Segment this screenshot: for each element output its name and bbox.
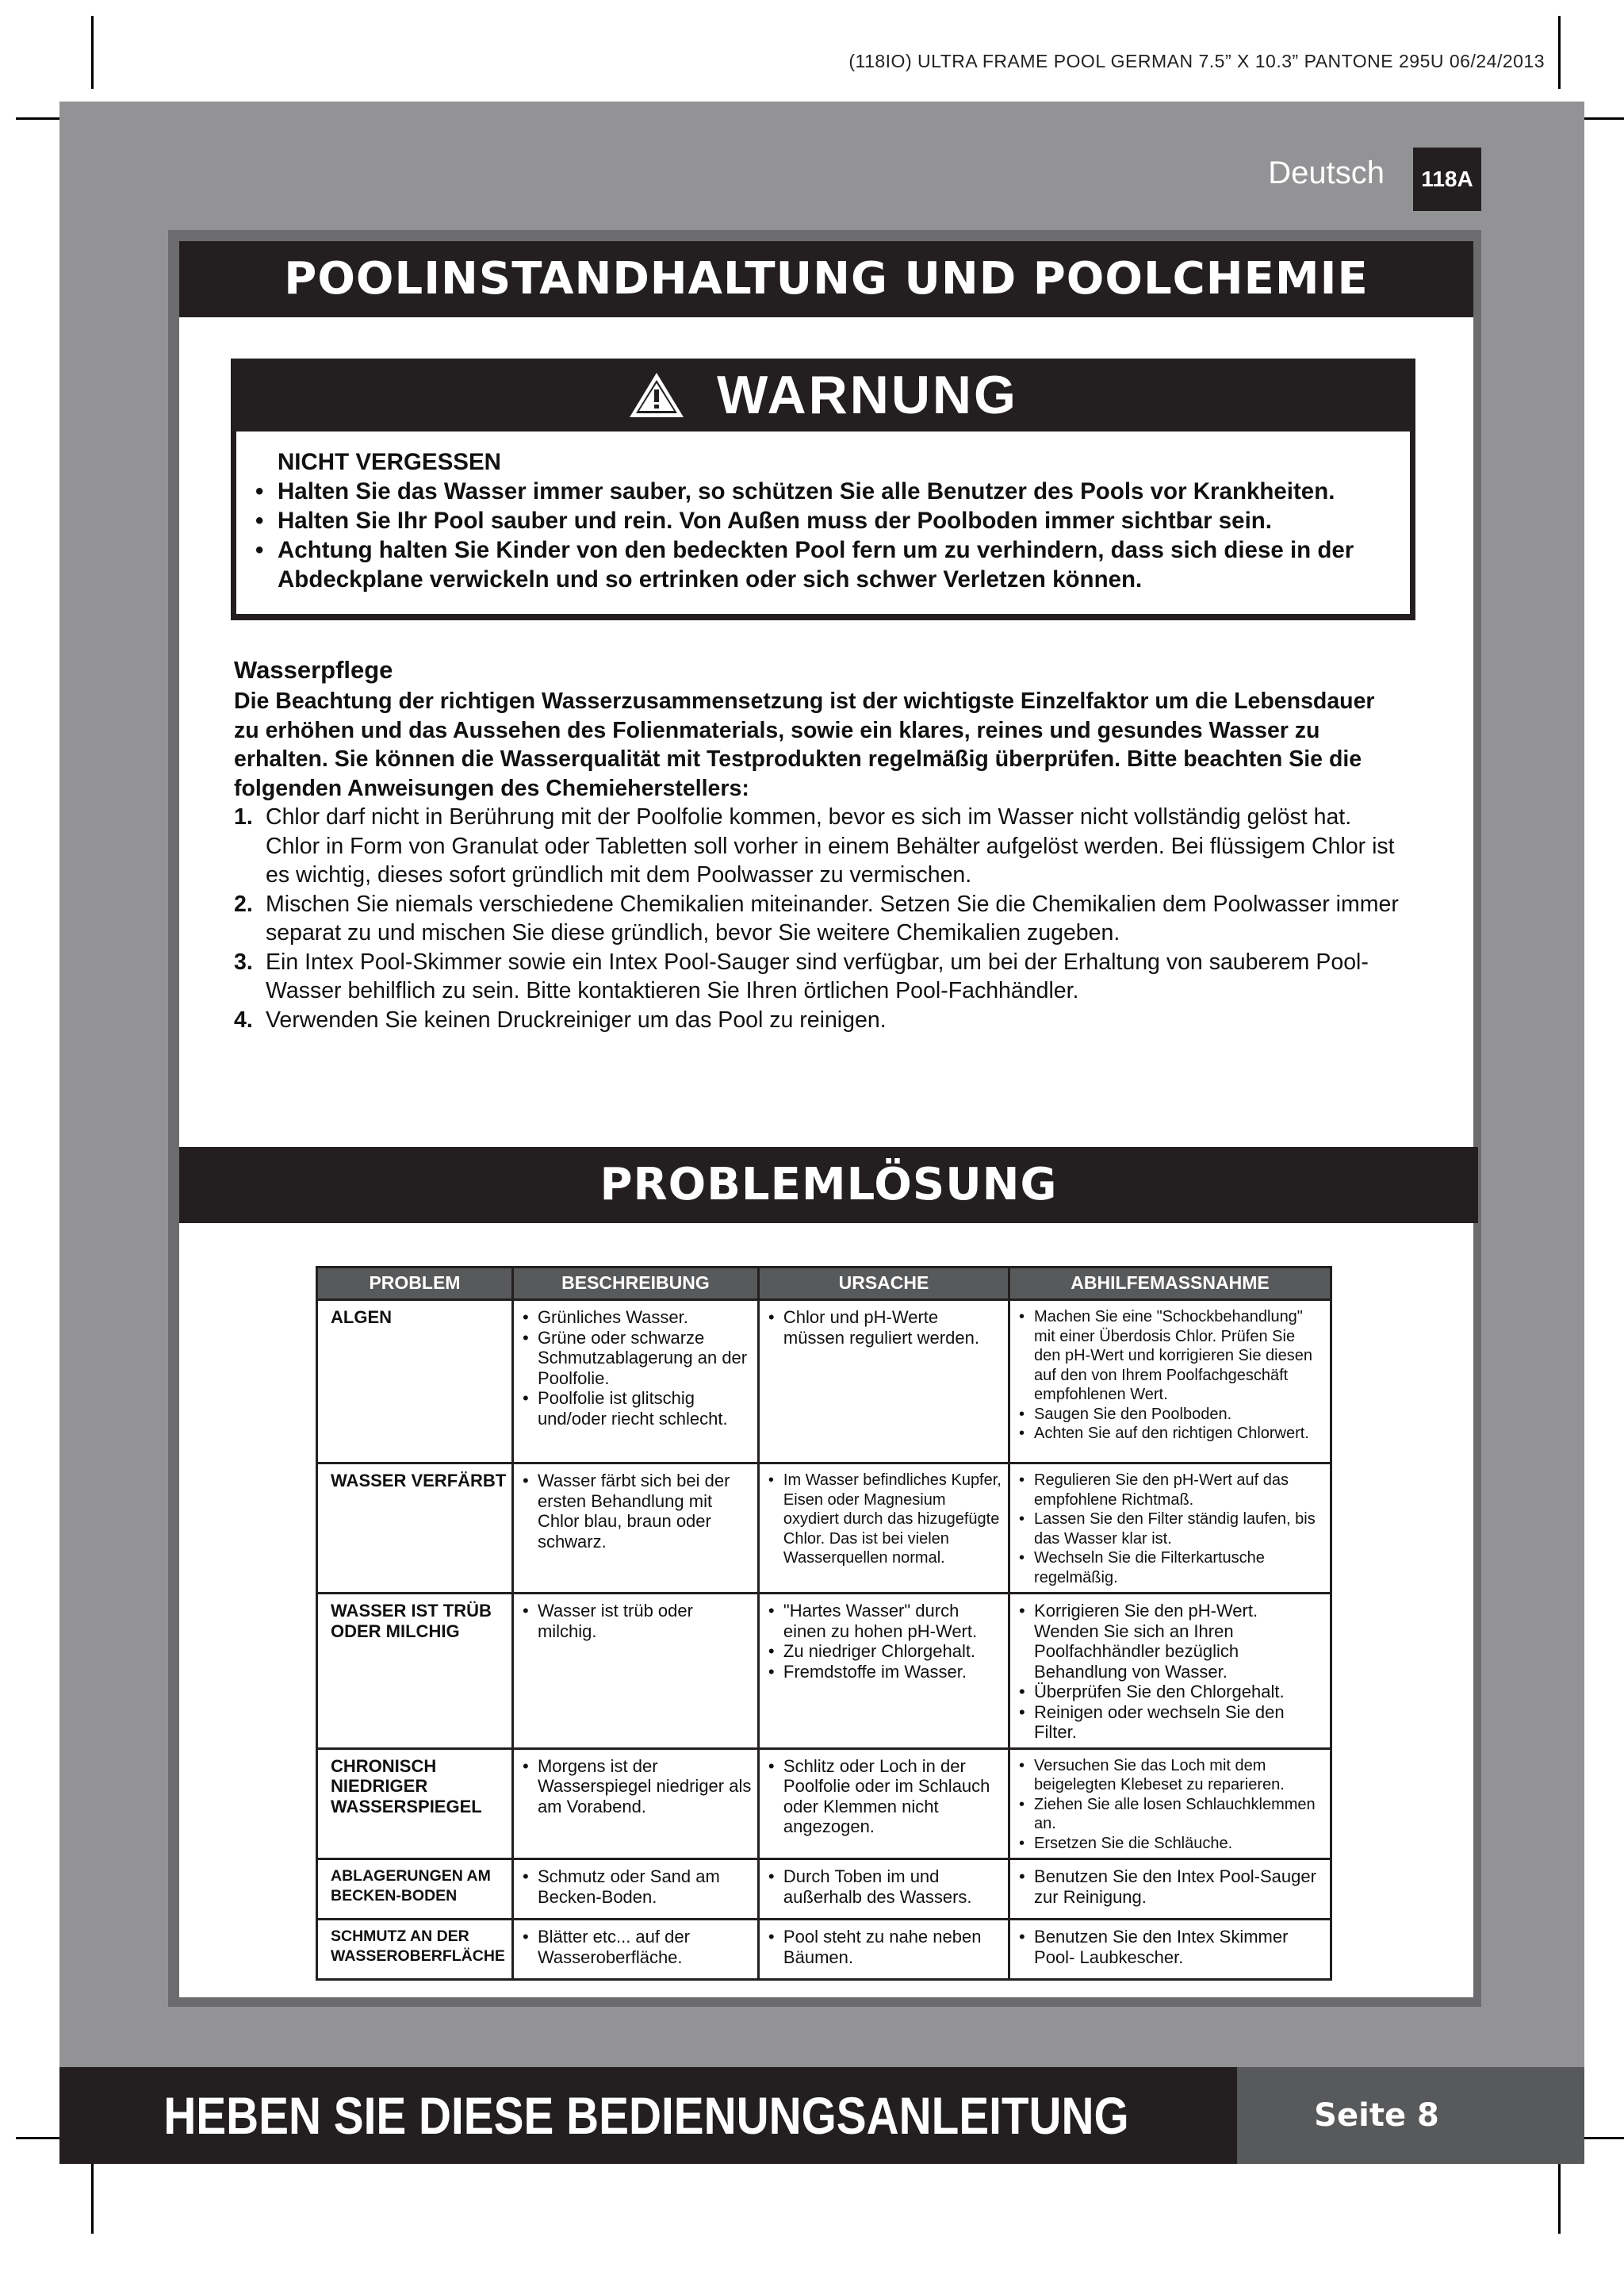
remedy-item: • Wechseln Sie die Filterkartusche regelmäßig. bbox=[1017, 1548, 1325, 1587]
troubleshooting-table bbox=[316, 1266, 1332, 1981]
column-header: PROBLEM bbox=[317, 1268, 513, 1300]
list-item bbox=[234, 948, 1400, 1006]
cause-item: • Durch Toben im und außerhalb des Wassers. bbox=[766, 1866, 1003, 1907]
cause-item: • "Hartes Wasser" durch einen zu hohen pH-Wert. bbox=[766, 1601, 1003, 1641]
column-header: BESCHREIBUNG bbox=[512, 1268, 758, 1300]
description-cell bbox=[512, 1300, 758, 1463]
remedy-item: • Saugen Sie den Poolboden. bbox=[1017, 1405, 1325, 1425]
description-item: • Grüne oder schwarze Schmutzablagerung an der Poolfolie. bbox=[520, 1328, 753, 1389]
section-title-troubleshooting: PROBLEMLÖSUNG bbox=[179, 1147, 1478, 1223]
cause-cell bbox=[758, 1920, 1009, 1980]
description-cell bbox=[512, 1463, 758, 1594]
remedy-item: • Ziehen Sie alle losen Schlauchklemmen an. bbox=[1017, 1795, 1325, 1834]
table-row bbox=[317, 1920, 1331, 1980]
problem-cell: ABLAGERUNGEN AM BECKEN-BODEN bbox=[317, 1859, 513, 1920]
description-cell bbox=[512, 1748, 758, 1859]
step-number: 2. bbox=[234, 891, 253, 917]
problem-cell: CHRONISCH NIEDRIGER WASSERSPIEGEL bbox=[317, 1748, 513, 1859]
table-header-row bbox=[317, 1268, 1331, 1300]
description-item: • Schmutz oder Sand am Becken-Boden. bbox=[520, 1866, 753, 1907]
description-cell bbox=[512, 1594, 758, 1749]
page-code-badge: 118A bbox=[1413, 148, 1481, 211]
cause-cell bbox=[758, 1463, 1009, 1594]
page-number-box bbox=[1237, 2067, 1584, 2164]
water-care-intro: Die Beachtung der richtigen Wasserzusammensetzung ist der wichtigste Einzelfaktor um die Lebensdauer zu erhöhen und das Aussehen des Folienmaterials, sowie ein klares, reines und gesundes Wasser zu erhalten. Sie können die Wasserqualität mit Testprodukten regelmäßig überprüfen. Bitte beachten Sie die folgenden Anweisungen des Chemieherstellers: bbox=[234, 689, 1375, 801]
warning-item: • Achtung halten Sie Kinder von den bedeckten Pool fern um zu verhindern, dass sich diese in der Abdeckplane verwickeln und so ertrinken oder sich schwer Verletzen können. bbox=[257, 535, 1399, 594]
cause-item: • Fremdstoffe im Wasser. bbox=[766, 1662, 1003, 1682]
language-label: Deutsch bbox=[1268, 155, 1385, 190]
list-item bbox=[234, 803, 1400, 890]
crop-mark bbox=[91, 16, 94, 89]
table-row bbox=[317, 1748, 1331, 1859]
remedy-item: • Regulieren Sie den pH-Wert auf das empfohlene Richtmaß. bbox=[1017, 1471, 1325, 1509]
crop-mark bbox=[1558, 16, 1561, 89]
remedy-item: • Überprüfen Sie den Chlorgehalt. bbox=[1017, 1682, 1325, 1702]
cause-item: • Schlitz oder Loch in der Poolfolie oder im Schlauch oder Klemmen nicht angezogen. bbox=[766, 1756, 1003, 1837]
warning-heading: NICHT VERGESSEN bbox=[278, 449, 501, 475]
column-header: ABHILFEMASSNAHME bbox=[1009, 1268, 1331, 1300]
cause-item: • Chlor und pH-Werte müssen reguliert werden. bbox=[766, 1307, 1003, 1348]
warning-item: • Halten Sie das Wasser immer sauber, so schützen Sie alle Benutzer des Pools vor Krankheiten. bbox=[257, 477, 1399, 506]
water-care-section bbox=[234, 654, 1400, 1034]
step-text: Verwenden Sie keinen Druckreiniger um das Pool zu reinigen. bbox=[266, 1007, 887, 1033]
water-care-title: Wasserpflege bbox=[234, 656, 393, 684]
warning-triangle-icon bbox=[628, 370, 685, 420]
step-number: 1. bbox=[234, 804, 253, 830]
warning-text bbox=[257, 447, 1399, 594]
table-row bbox=[317, 1463, 1331, 1594]
list-item bbox=[234, 890, 1400, 948]
description-item: • Poolfolie ist glitschig und/oder riecht schlecht. bbox=[520, 1388, 753, 1429]
step-text: Mischen Sie niemals verschiedene Chemikalien miteinander. Setzen Sie die Chemikalien dem Poolwasser immer separat zu und mischen Sie diese gründlich, bevor Sie weitere Chemikalien zugeben. bbox=[266, 891, 1399, 946]
step-text: Ein Intex Pool-Skimmer sowie ein Intex Pool-Sauger sind verfügbar, um bei der Erhaltung von sauberem Pool-Wasser behilflich zu sein. Bitte kontaktieren Sie Ihren örtlichen Pool-Fachhändler. bbox=[266, 949, 1369, 1003]
remedy-item: • Lassen Sie den Filter ständig laufen, bis das Wasser klar ist. bbox=[1017, 1509, 1325, 1548]
cause-cell bbox=[758, 1859, 1009, 1920]
cause-item: • Im Wasser befindliches Kupfer, Eisen oder Magnesium oxydiert durch das hizugefügte Chlor. Das ist bei vielen Wasserquellen normal. bbox=[766, 1471, 1003, 1568]
warning-header bbox=[231, 359, 1415, 432]
cause-item: • Zu niedriger Chlorgehalt. bbox=[766, 1641, 1003, 1662]
remedy-item: • Korrigieren Sie den pH-Wert. Wenden Sie sich an Ihren Poolfachhändler bezüglich Behandlung von Wasser. bbox=[1017, 1601, 1325, 1682]
footer-text: HEBEN SIE DIESE BEDIENUNGSANLEITUNG AUF bbox=[163, 2086, 1129, 2242]
remedy-item: • Achten Sie auf den richtigen Chlorwert. bbox=[1017, 1424, 1325, 1444]
description-item: • Wasser ist trüb oder milchig. bbox=[520, 1601, 753, 1641]
remedy-cell bbox=[1009, 1300, 1331, 1463]
cause-item: • Pool steht zu nahe neben Bäumen. bbox=[766, 1927, 1003, 1967]
problem-cell: WASSER IST TRÜB ODER MILCHIG bbox=[317, 1594, 513, 1749]
description-item: • Morgens ist der Wasserspiegel niedriger als am Vorabend. bbox=[520, 1756, 753, 1817]
table-row bbox=[317, 1300, 1331, 1463]
print-info: (118IO) ULTRA FRAME POOL GERMAN 7.5” X 10.3” PANTONE 295U 06/24/2013 bbox=[848, 51, 1545, 71]
step-number: 3. bbox=[234, 949, 253, 975]
crop-mark bbox=[91, 2161, 94, 2234]
remedy-item: • Versuchen Sie das Loch mit dem beigelegten Klebeset zu reparieren. bbox=[1017, 1756, 1325, 1795]
table-row bbox=[317, 1859, 1331, 1920]
section-title-maintenance: POOLINSTANDHALTUNG UND POOLCHEMIE bbox=[179, 241, 1473, 317]
step-number: 4. bbox=[234, 1007, 253, 1033]
description-item: • Blätter etc... auf der Wasseroberfläche. bbox=[520, 1927, 753, 1967]
problem-cell: ALGEN bbox=[317, 1300, 513, 1463]
remedy-cell bbox=[1009, 1748, 1331, 1859]
description-cell bbox=[512, 1920, 758, 1980]
remedy-item: • Machen Sie eine "Schockbehandlung" mit einer Überdosis Chlor. Prüfen Sie den pH-Wert und korrigieren Sie diesen auf den von Ihrem Poolfachgeschäft empfohlenen Wert. bbox=[1017, 1307, 1325, 1405]
problem-cell: SCHMUTZ AN DER WASSEROBERFLÄCHE bbox=[317, 1920, 513, 1980]
column-header: URSACHE bbox=[758, 1268, 1009, 1300]
remedy-cell bbox=[1009, 1463, 1331, 1594]
remedy-cell bbox=[1009, 1859, 1331, 1920]
warning-item: • Halten Sie Ihr Pool sauber und rein. Von Außen muss der Poolboden immer sichtbar sein. bbox=[257, 506, 1399, 535]
remedy-item: • Reinigen oder wechseln Sie den Filter. bbox=[1017, 1702, 1325, 1743]
remedy-item: • Ersetzen Sie die Schläuche. bbox=[1017, 1834, 1325, 1854]
warning-title: WARNUNG bbox=[717, 365, 1018, 425]
problem-cell: WASSER VERFÄRBT bbox=[317, 1463, 513, 1594]
table-row bbox=[317, 1594, 1331, 1749]
water-care-steps bbox=[234, 803, 1400, 1034]
description-item: • Wasser färbt sich bei der ersten Behandlung mit Chlor blau, braun oder schwarz. bbox=[520, 1471, 753, 1552]
page-number: Seite 8 bbox=[1314, 2097, 1439, 2134]
description-cell bbox=[512, 1859, 758, 1920]
cause-cell bbox=[758, 1594, 1009, 1749]
step-text: Chlor darf nicht in Berührung mit der Poolfolie kommen, bevor es sich im Wasser nicht vollständig gelöst hat. Chlor in Form von Granulat oder Tabletten soll vorher in einem Behälter aufgelöst werden. Bei flüssigem Chlor ist es wichtig, dieses sofort gründlich mit dem Poolwasser zu vermischen. bbox=[266, 804, 1395, 888]
cause-cell bbox=[758, 1748, 1009, 1859]
crop-mark bbox=[1558, 2161, 1561, 2234]
remedy-item: • Benutzen Sie den Intex Pool-Sauger zur Reinigung. bbox=[1017, 1866, 1325, 1907]
remedy-cell bbox=[1009, 1920, 1331, 1980]
list-item bbox=[234, 1006, 1400, 1035]
remedy-item: • Benutzen Sie den Intex Skimmer Pool- Laubkescher. bbox=[1017, 1927, 1325, 1967]
remedy-cell bbox=[1009, 1594, 1331, 1749]
cause-cell bbox=[758, 1300, 1009, 1463]
description-item: • Grünliches Wasser. bbox=[520, 1307, 753, 1328]
